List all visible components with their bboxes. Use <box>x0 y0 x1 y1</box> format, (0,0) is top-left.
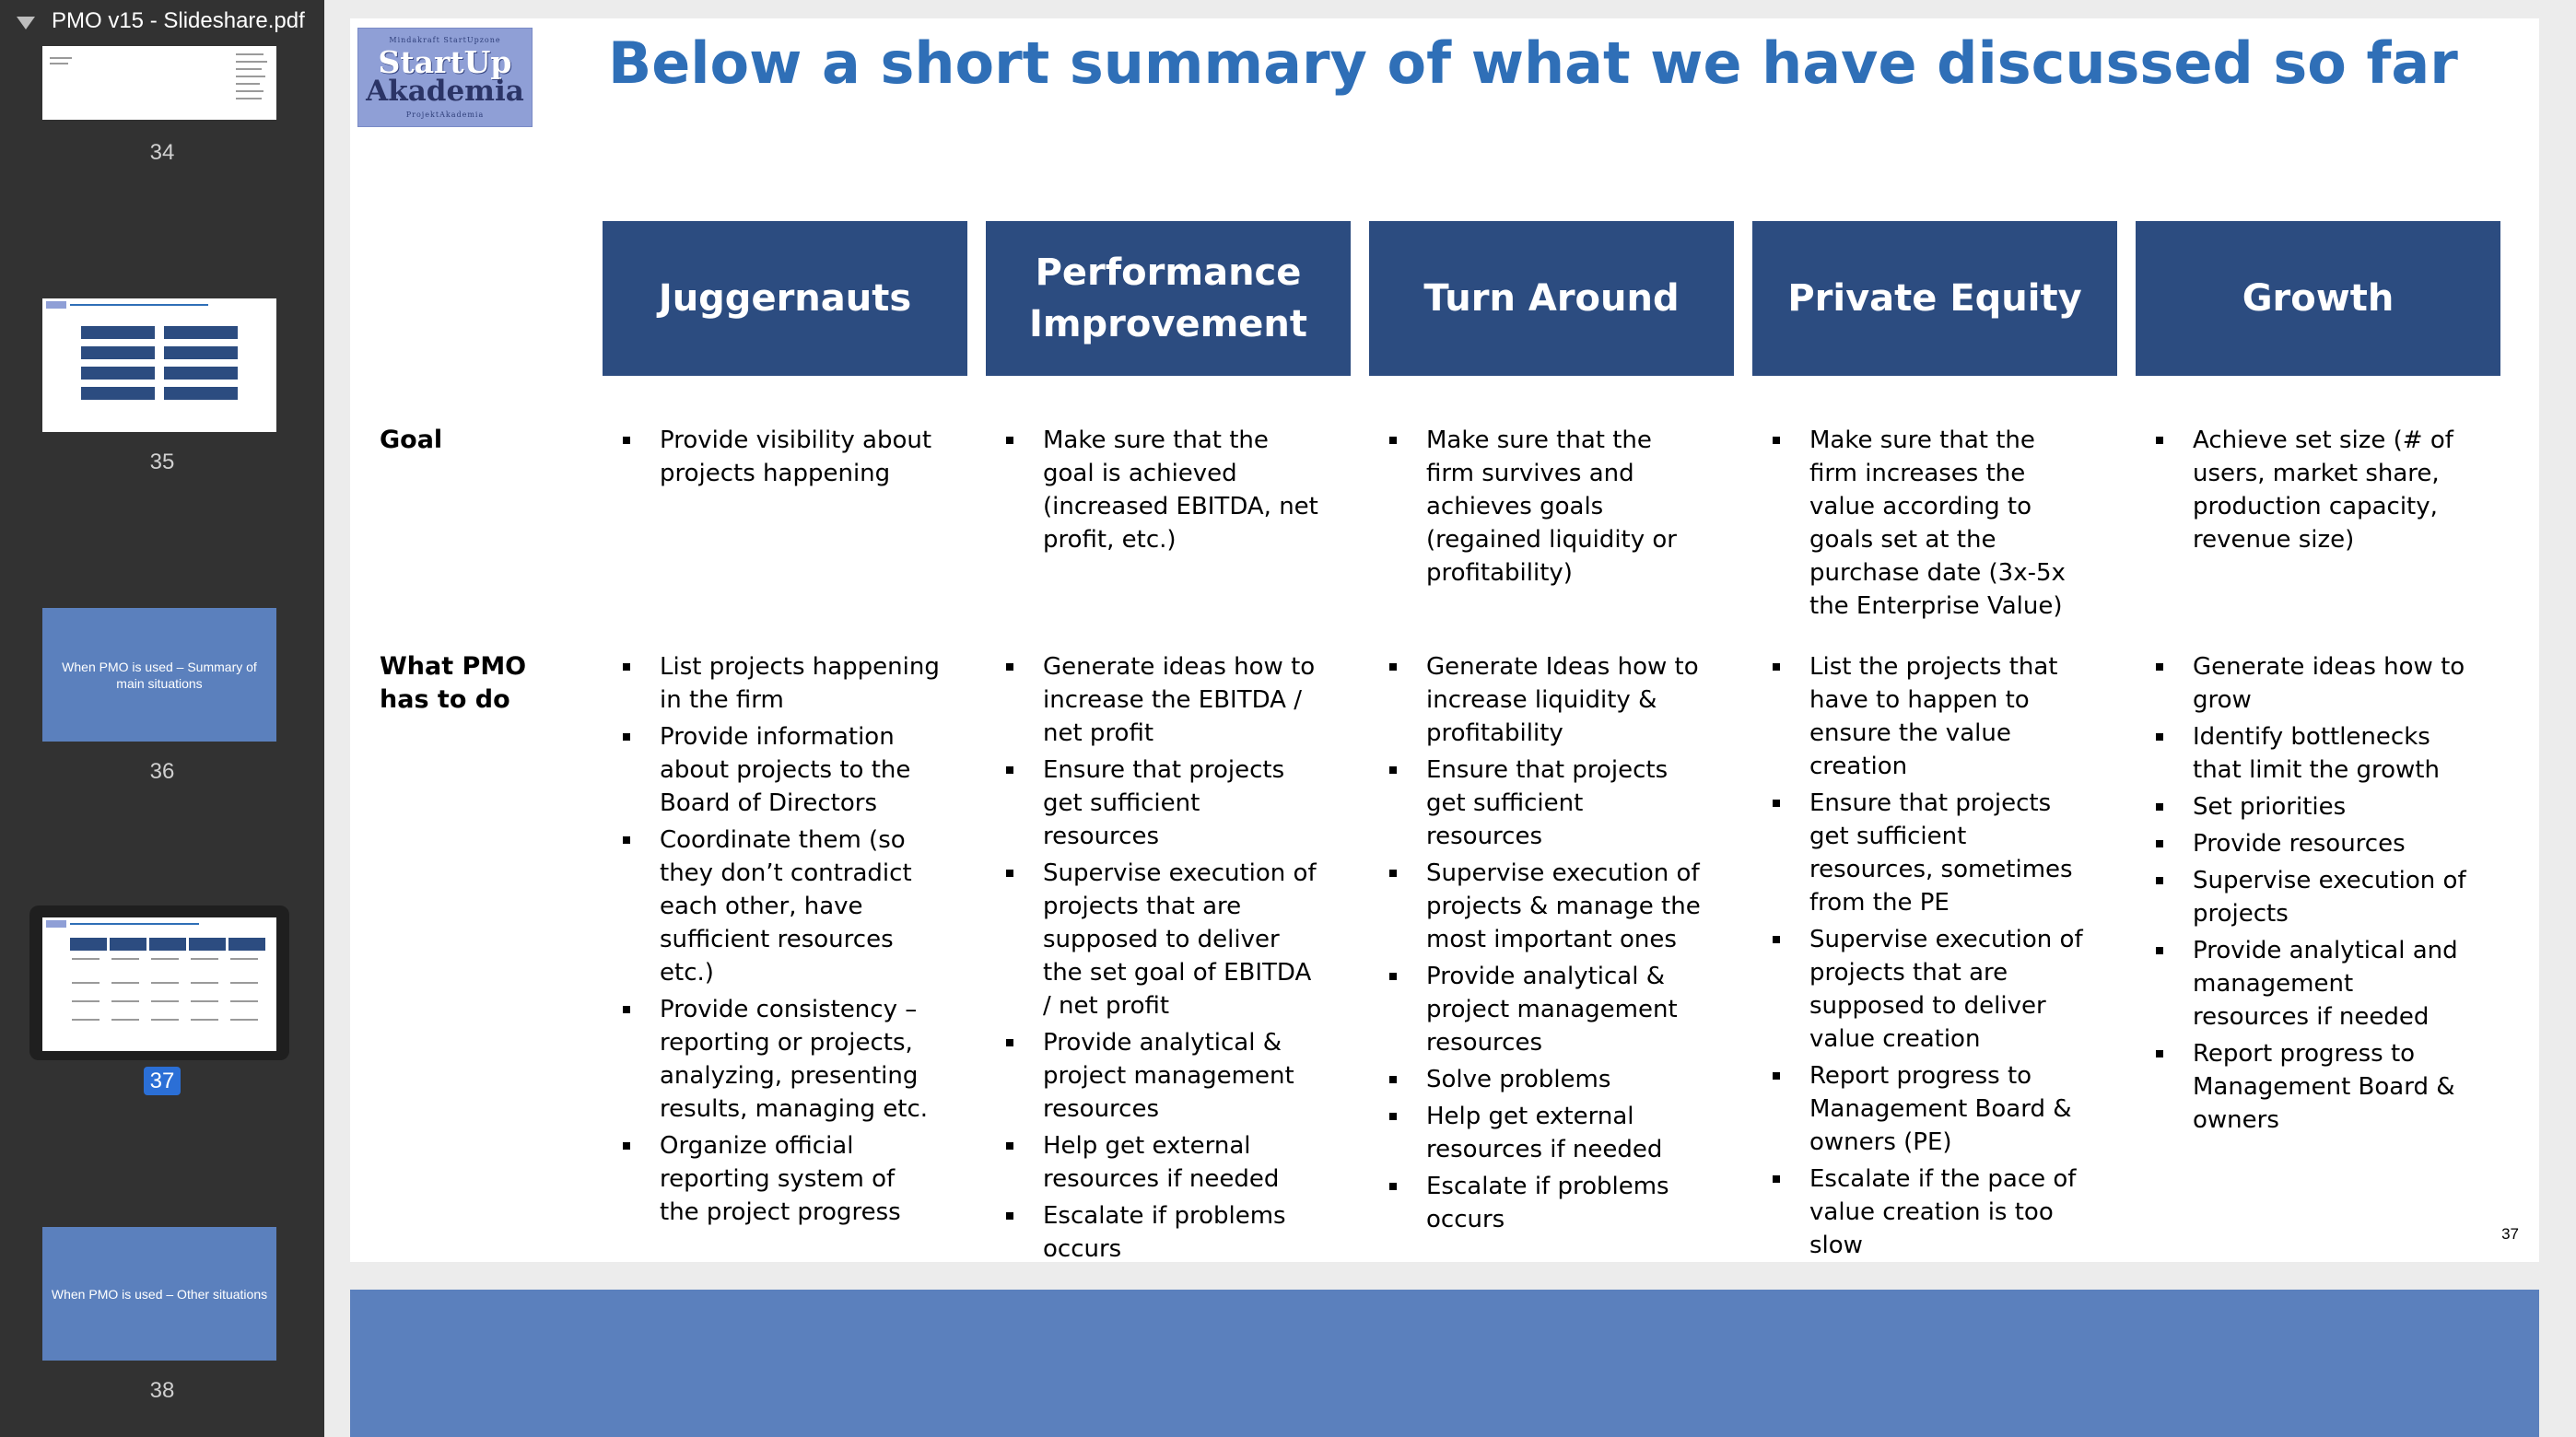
page-thumbnail-35[interactable] <box>42 298 276 432</box>
todo-cell-performance-improvement <box>1004 650 1323 1269</box>
slide-page-number: 37 <box>2501 1225 2519 1243</box>
bullet-item: Provide visibility about projects happening <box>621 424 940 490</box>
bullet-item: Coordinate them (so they don’t contradict each other, have sufficient resources etc.) <box>621 824 940 989</box>
column-header-private-equity: Private Equity <box>1752 221 2117 376</box>
goal-cell-turn-around <box>1388 424 1706 593</box>
document-title: PMO v15 - Slideshare.pdf <box>52 8 305 33</box>
todo-cell-juggernauts <box>621 650 940 1233</box>
page-number-36: 36 <box>149 759 175 784</box>
todo-cell-private-equity <box>1771 650 2090 1266</box>
bullet-item: Provide analytical & project management resources <box>1004 1026 1323 1126</box>
goal-cell-juggernauts <box>621 424 940 494</box>
disclosure-triangle-icon[interactable] <box>17 17 35 29</box>
bullet-item: Supervise execution of projects that are supposed to deliver the set goal of EBITDA / net profit <box>1004 857 1323 1022</box>
bullet-item: Supervise execution of projects <box>2154 864 2473 930</box>
thumbnail-title: When PMO is used – Summary of main situations <box>62 659 257 691</box>
bullet-item: Make sure that the firm survives and achieves goals (regained liquidity or profitability) <box>1388 424 1706 590</box>
column-header-juggernauts: Juggernauts <box>603 221 967 376</box>
thumbnail-title: When PMO is used – Other situations <box>51 1286 268 1302</box>
slide-title: Below a short summary of what we have discussed so far <box>608 29 2458 97</box>
column-header-growth: Growth <box>2136 221 2500 376</box>
row-label-what-pmo-has-to-do: What PMO has to do <box>380 652 527 714</box>
page-thumbnail-34[interactable] <box>42 46 276 120</box>
bullet-item: List the projects that have to happen to ensure the value creation <box>1771 650 2090 783</box>
bullet-item: Escalate if the pace of value creation is too slow <box>1771 1162 2090 1262</box>
bullet-item: Supervise execution of projects that are supposed to deliver value creation <box>1771 923 2090 1056</box>
column-header-performance-improvement: Performance Improvement <box>986 221 1351 376</box>
next-slide-preview <box>350 1290 2539 1437</box>
bullet-item: Generate ideas how to grow <box>2154 650 2473 717</box>
goal-cell-growth <box>2154 424 2473 560</box>
bullet-item: List projects happening in the firm <box>621 650 940 717</box>
bullet-item: Provide analytical and management resources if needed <box>2154 934 2473 1034</box>
page-number-38: 38 <box>149 1378 175 1403</box>
bullet-item: Supervise execution of projects & manage the most important ones <box>1388 857 1706 956</box>
bullet-item: Help get external resources if needed <box>1004 1129 1323 1196</box>
startup-akademia-logo: Mindakraft StartUpzone StartUp Akademia ProjektAkademia <box>357 28 533 127</box>
page-number-34: 34 <box>149 140 175 165</box>
todo-cell-turn-around <box>1388 650 1706 1240</box>
bullet-item: Make sure that the firm increases the value according to goals set at the purchase date (3x-5x the Enterprise Value) <box>1771 424 2090 623</box>
sidebar-header[interactable] <box>0 0 324 46</box>
bullet-item: Achieve set size (# of users, market share, production capacity, revenue size) <box>2154 424 2473 556</box>
page-thumbnail-37[interactable] <box>42 917 276 1051</box>
bullet-item: Escalate if problems occurs <box>1388 1170 1706 1236</box>
page-thumbnail-36[interactable] <box>42 608 276 742</box>
row-label-goal: Goal <box>380 426 443 454</box>
bullet-item: Provide resources <box>2154 827 2473 860</box>
page-number-35: 35 <box>149 450 175 474</box>
bullet-item: Make sure that the goal is achieved (increased EBITDA, net profit, etc.) <box>1004 424 1323 556</box>
bullet-item: Solve problems <box>1388 1063 1706 1096</box>
bullet-item: Ensure that projects get sufficient resources <box>1004 754 1323 853</box>
bullet-item: Provide consistency – reporting or projects, analyzing, presenting results, managing etc. <box>621 993 940 1126</box>
slide-37 <box>350 18 2539 1262</box>
thumbnail-sidebar <box>0 0 324 1437</box>
bullet-item: Report progress to Management Board & owners (PE) <box>1771 1059 2090 1159</box>
bullet-item: Escalate if problems occurs <box>1004 1199 1323 1266</box>
bullet-item: Help get external resources if needed <box>1388 1100 1706 1166</box>
page-number-37: 37 <box>0 1069 324 1094</box>
bullet-item: Generate ideas how to increase the EBITDA / net profit <box>1004 650 1323 750</box>
todo-cell-growth <box>2154 650 2473 1140</box>
bullet-item: Set priorities <box>2154 790 2473 824</box>
goal-cell-private-equity <box>1771 424 2090 626</box>
bullet-item: Report progress to Management Board & owners <box>2154 1037 2473 1137</box>
goal-cell-performance-improvement <box>1004 424 1323 560</box>
bullet-item: Provide information about projects to the Board of Directors <box>621 720 940 820</box>
bullet-item: Ensure that projects get sufficient resources <box>1388 754 1706 853</box>
bullet-item: Provide analytical & project management resources <box>1388 960 1706 1059</box>
column-header-turn-around: Turn Around <box>1369 221 1734 376</box>
bullet-item: Ensure that projects get sufficient resources, sometimes from the PE <box>1771 787 2090 919</box>
bullet-item: Organize official reporting system of the project progress <box>621 1129 940 1229</box>
page-thumbnail-38[interactable] <box>42 1227 276 1361</box>
bullet-item: Identify bottlenecks that limit the growth <box>2154 720 2473 787</box>
bullet-item: Generate Ideas how to increase liquidity & profitability <box>1388 650 1706 750</box>
